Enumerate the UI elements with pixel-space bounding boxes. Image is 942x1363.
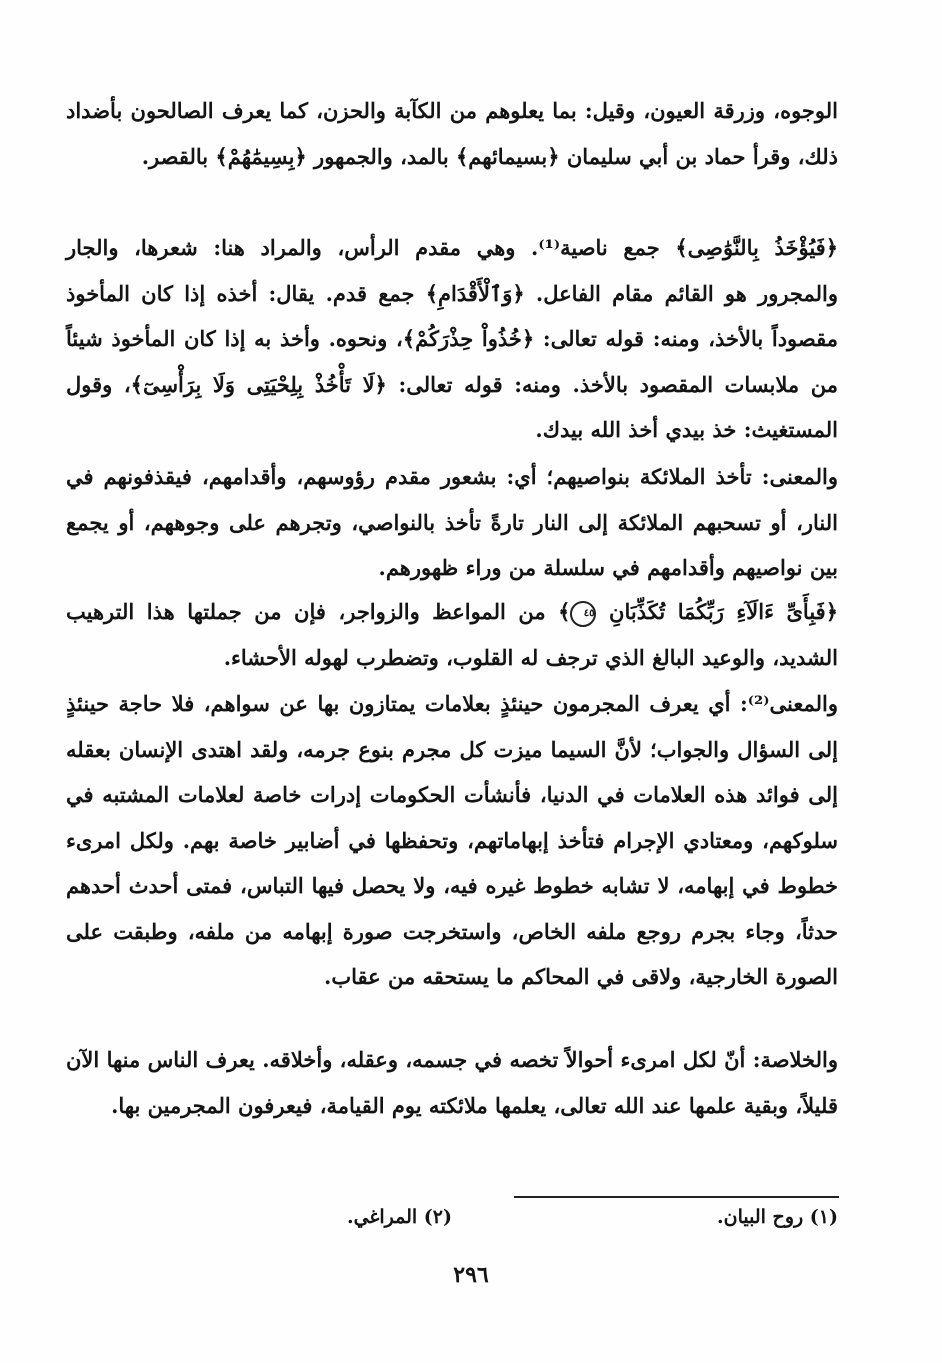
paragraph-4 [66,589,838,680]
paragraph-2-text: ﴿فَيُؤْخَذُ بِالنَّوَٰصِى﴾ جمع ناصية⁽¹⁾. وهي مقدم الرأس، والمراد هنا: شعرها، والجار والمجرور هو القائم مقام الفاعل. ﴿وَٱلْأَقْدَامِ﴾ جمع قدم. يقال: أخذه إذا كان المأخوذ مقصوداً بالأخذ، ومنه: قوله تعالى: ﴿خُذُواْ حِذْرَكُمْ﴾، ونحوه. وأخذ به إذا كان المأخوذ شيئاً من ملابسات المقصود بالأخذ. ومنه: قوله تعالى: ﴿لَا تَأْخُذْ بِلِحْيَتِى وَلَا بِرَأْسِىٓ﴾، وقول المستغيث: خذ بيدي أخذ الله بيدك. [66,235,838,442]
paragraph-6 [66,1037,838,1128]
footnote-1: (١) روح البيان. [717,1206,838,1228]
paragraph-3-text: تأخذ الملائكة بنواصيهم؛ أي: بشعور مقدم رؤوسهم، وأقدامهم، فيقذفونهم في النار، أو تسحبهم الملائكة إلى النار تارةً تأخذ بالنواصي، وتجرهم على وجوههم، أو يجمع بين نواصيهم وأقدامهم في سلسلة من وراء ظهورهم. [66,464,838,580]
paragraph-5-text: أي يعرف المجرمون حينئذٍ بعلامات يمتازون بها عن سواهم، فلا حاجة حينئذٍ إلى السؤال والجواب؛ لأنَّ السيما ميزت كل مجرم بنوع جرمه، ولقد اهتدى الإنسان بعقله إلى فوائد هذه العلامات في الدنيا، فأنشأت الحكومات إدرات خاصة لعلامات المشتبه في سلوكهم، ومعتادي الإجرام فتأخذ إبهاماتهم، وتحفظها في أضابير خاصة بهم. ولكل امرىء خطوط في إبهامه، لا تشابه خطوط غيره فيه، ولا يحصل فيها التباس، فمتى أحدث أحدهم حدثاً، وجاء بجرم روجع ملفه الخاص، واستخرجت صورة إبهامه من ملفه، وطبقت على الصورة الخارجية، ولاقى في المحاكم ما يستحقه من عقاب. [66,691,838,989]
paragraph-4-verse-close: ﴾ [558,599,571,624]
paragraph-5 [66,681,838,1000]
paragraph-3-lead: والمعنى: [761,464,838,489]
paragraph-4-verse: ﴿فَبِأَىِّ ءَالَآءِ رَبِّكُمَا تُكَذِّبَانِ [609,599,839,624]
footnote-2: (٢) المراغي. [346,1206,452,1228]
paragraph-1 [66,88,838,179]
ayah-number-icon: ٤٥ [570,601,596,627]
paragraph-3 [66,454,838,591]
paragraph-6-body [66,1037,838,1128]
paragraph-5-lead: والمعنى⁽²⁾: [740,691,838,716]
footnotes [66,1206,838,1246]
footnote-divider [514,1196,839,1198]
paragraph-4-body [66,589,838,680]
paragraph-2 [66,225,838,453]
paragraph-6-text: أنّ لكل امرىء أحوالاً تخصه في جسمه، وعقله، وأخلاقه. يعرف الناس منها الآن قليلاً، وبقية علمها عند الله تعالى، يعلمها ملائكته يوم القيامة، فيعرفون المجرمين بها. [66,1047,838,1118]
paragraph-1-text: الوجوه، وزرقة العيون، وقيل: بما يعلوهم من الكآبة والحزن، كما يعرف الصالحون بأضداد ذلك، وقرأ حماد بن أبي سليمان ﴿بسيمائهم﴾ بالمد، والجمهور ﴿بِسِيمَٰهُمْ﴾ بالقصر. [66,98,838,169]
page-number: ٢٩٦ [453,1262,489,1288]
paragraph-4-text: من المواعظ والزواجر، فإن من جملتها هذا الترهيب الشديد، والوعيد البالغ الذي ترجف له القلوب، وتضطرب لهوله الأحشاء. [66,599,838,670]
paragraph-5-body [66,681,838,1000]
paragraph-6-lead: والخلاصة: [752,1047,838,1072]
paragraph-3-body [66,454,838,591]
